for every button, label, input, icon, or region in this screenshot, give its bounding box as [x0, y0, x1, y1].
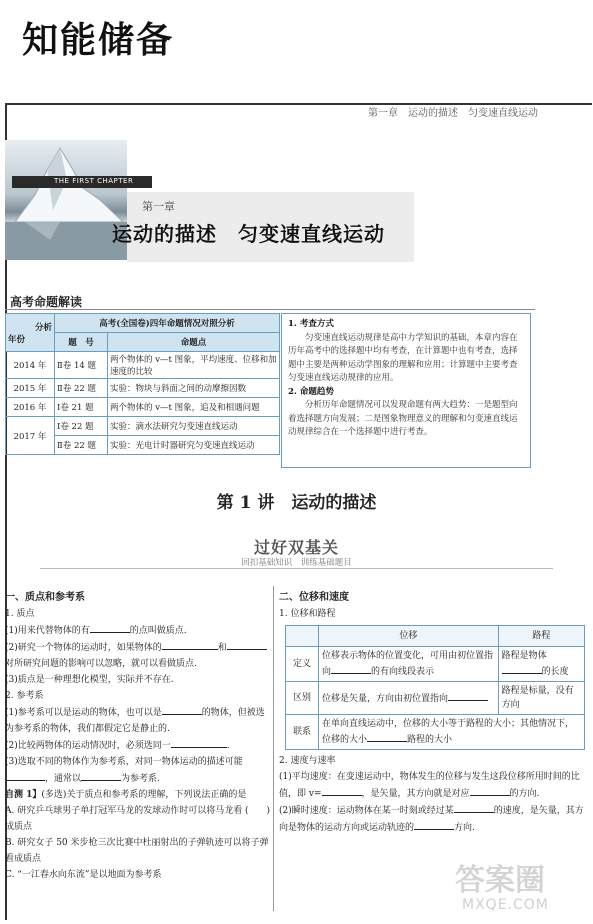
basics-divider [40, 568, 553, 569]
point-cell: 两个物体的 v—t 图象，追及和相遇问题 [108, 398, 280, 417]
question-cell: Ⅰ卷 21 题 [55, 398, 108, 417]
page-title: 知能储备 [22, 20, 175, 61]
fill-blank[interactable] [414, 819, 454, 830]
point-cell: 两个物体的 v—t 图象，平均速度、位移和加速度的比较 [108, 352, 280, 379]
option-b[interactable]: B. 研究女子 50 米步枪三次比赛中杜丽射出的子弹轨迹可以将子弹看成质点 [5, 838, 269, 864]
fill-blank[interactable] [367, 731, 407, 742]
fill-blank[interactable] [171, 737, 227, 748]
displacement-table [285, 625, 585, 750]
corner-top-label: 分析 [34, 322, 52, 333]
fill-blank[interactable] [448, 690, 488, 701]
point-cell: 实验：光电计时器研究匀变速直线运动 [108, 436, 280, 455]
table-row [286, 715, 585, 750]
iceberg-illustration [5, 140, 127, 260]
row-label: 定义 [286, 647, 319, 682]
table-main-header: 高考(全国卷)四年命题情况对照分析 [55, 314, 280, 333]
table-row [286, 647, 585, 682]
fill-blank[interactable] [227, 639, 267, 650]
fill-blank[interactable] [162, 704, 202, 715]
cell: 路程是物体的长度 [498, 647, 584, 682]
subheading-particle: 1. 质点 [5, 609, 35, 619]
text-line: (3)质点是一种理想化模型，实际并不存在. [5, 675, 174, 685]
left-column [5, 590, 270, 883]
text-line: (1)平均速度：在变速运动中，物体发生的位移与发生这段位移所用时间的比值，即 v= ，是矢量，其方向就是对应 的方向. [279, 772, 580, 799]
right-section-heading: 二、位移和速度 [279, 592, 349, 603]
subheading-reference-frame: 2. 参考系 [5, 691, 44, 701]
right-column [279, 590, 585, 836]
fill-blank[interactable] [5, 770, 45, 781]
text-line: (3)选取不同的物体作为参考系，对同一物体运动的描述可能，通常以 为参考系. [5, 757, 243, 784]
year-cell: 2015 年 [6, 379, 55, 398]
left-section-heading: 一、质点和参考系 [5, 592, 85, 603]
table-row [286, 682, 585, 715]
lecture-title: 第 1 讲 运动的描述 [216, 493, 377, 513]
option-a[interactable]: A. 研究乒乓球男子单打冠军马龙的发球动作时可以将马龙看成质点 [5, 806, 243, 832]
text-line: (1)用来代替物体的有 的点叫做质点. [5, 622, 270, 639]
analysis-heading-1: 1. 考查方式 [288, 319, 334, 329]
point-cell: 实验：滴水法研究匀变速直线运动 [108, 417, 280, 436]
text-line: (2)比较两物体的运动情况时，必须选同一 . [5, 737, 270, 754]
chapter-title: 运动的描述 匀变速直线运动 [112, 222, 385, 246]
section-rule [5, 309, 535, 310]
text-line: (2)瞬时速度：运动物体在某一时刻或经过某 的速度，是矢量，其方向是物体的运动方向或运动轨迹的 方向. [279, 802, 585, 836]
table-corner-cell [6, 314, 55, 352]
exam-analysis-notes [281, 313, 531, 468]
year-cell: 2014 年 [6, 352, 55, 379]
analysis-paragraph-1: 匀变速直线运动规律是高中力学知识的基础，本章内容在历年高考中的选择题中均有考查，在计算题中也有考查，选择题中主要是两种运动学图象的理解和应用；计算题中主要考查匀变速直线运动规律的应用。 [288, 332, 518, 383]
question-cell: Ⅱ卷 22 题 [55, 379, 108, 398]
cell: 在单向直线运动中，位移的大小等于路程的大小；其他情况下，位移的大小 路程的大小 [319, 715, 585, 750]
row-label: 联系 [286, 715, 319, 750]
running-head: 第一章 运动的描述 匀变速直线运动 [368, 108, 538, 119]
watermark-logo: 答案圈 [455, 863, 545, 898]
table-row [6, 417, 280, 436]
table-header-question: 题 号 [55, 333, 108, 352]
chapter-band-text: THE FIRST CHAPTER [54, 177, 134, 185]
self-test-label: 自测 1】 [5, 790, 42, 800]
chapter-cover-image [5, 140, 127, 260]
option-c[interactable]: C. “一江春水向东流”是以地面为参考系 [5, 870, 162, 880]
column-divider [273, 586, 274, 911]
point-cell: 实验：物块与斜面之间的动摩擦因数 [108, 379, 280, 398]
fill-blank[interactable] [162, 639, 218, 650]
fill-blank[interactable] [470, 785, 510, 796]
cell: 路程是标量，没有方向 [498, 682, 584, 715]
row-label: 区别 [286, 682, 319, 715]
self-test-question: 自测 1】(多选)关于质点和参考系的理解，下列说法正确的是 ( ) [5, 787, 270, 803]
cell: 位移表示物体的位置变化，可用由初位置指向 的有向线段表示 [319, 647, 499, 682]
fill-blank[interactable] [322, 785, 362, 796]
fill-blank[interactable] [454, 802, 494, 813]
cell: 位移是矢量，方向由初位置指向 [319, 682, 499, 715]
year-cell: 2016 年 [6, 398, 55, 417]
fill-blank[interactable] [90, 622, 130, 633]
table-corner [286, 626, 319, 647]
exam-analysis-table [5, 313, 280, 455]
exam-analysis-heading: 高考命题解读 [10, 295, 83, 309]
question-cell: Ⅱ卷 22 题 [55, 436, 108, 455]
analysis-paragraph-2: 分析历年命题情况可以发现命题有两大趋势：一是题型向着选择题方向发展；二是图象物理意义的理解和匀变速直线运动规律综合在一个选择题中进行考查。 [288, 400, 518, 437]
subheading-velocity: 2. 速度与速率 [279, 756, 336, 766]
table-row [6, 398, 280, 417]
table-header-point: 命题点 [108, 333, 280, 352]
col-distance: 路程 [498, 626, 584, 647]
question-cell: Ⅰ卷 22 题 [55, 417, 108, 436]
fill-blank[interactable] [502, 663, 542, 674]
subheading-displacement: 1. 位移和路程 [279, 609, 336, 619]
col-displacement: 位移 [319, 626, 499, 647]
year-cell: 2017 年 [6, 417, 55, 455]
fill-blank[interactable] [331, 663, 371, 674]
text-line: (1)参考系可以是运动的物体，也可以是 的物体，但被选为参考系的物体，我们都假定它是静止的. [5, 704, 270, 737]
basics-subtitle: 回扣基础知识 训练基础题目 [241, 558, 352, 568]
chapter-number: 第一章 [142, 200, 175, 213]
analysis-heading-2: 2. 命题趋势 [288, 386, 334, 397]
watermark-url: MXQE.COM [462, 897, 549, 913]
text-line: (2)研究一个物体的运动时，如果物体的 和对所研究问题的影响可以忽略，就可以看做质点. [5, 639, 270, 672]
basics-title: 过好双基关 [253, 538, 339, 557]
chapter-band-stripe [12, 176, 152, 188]
table-row [6, 352, 280, 379]
fill-blank[interactable] [81, 770, 121, 781]
corner-bottom-label: 年份 [8, 334, 26, 345]
table-row [6, 379, 280, 398]
question-cell: Ⅱ卷 14 题 [55, 352, 108, 379]
answer-paren: ( ) [244, 806, 270, 816]
